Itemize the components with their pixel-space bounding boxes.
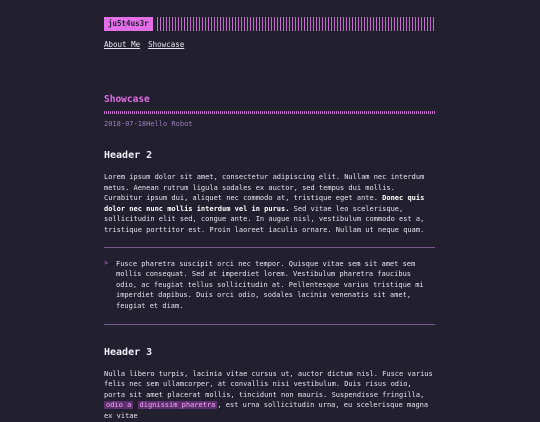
blockquote	[104, 247, 435, 325]
title-dotted-rule	[104, 111, 435, 114]
section1-bold-text: Donec quis dolor nec nunc mollis interdum vel in purus.	[104, 194, 425, 213]
section-heading-header-3: Header 3	[104, 346, 153, 358]
section2-text-end: , est urna sollicitudin urna, eu scelerisque magna ex vitae	[104, 401, 429, 420]
section1-text-end: Sed vitae leo scelerisque, sollicitudin elit sed, congue ante. In augue nisl, vestibulum commodo est a, tristique porttitor est. Proin laoreet iaculis ornare. Nullam ut neque quam.	[104, 204, 425, 234]
blockquote-body	[104, 248, 435, 324]
section1-paragraph	[104, 172, 435, 236]
inline-code-1: odio a	[106, 401, 132, 410]
header-decorative-rule	[157, 17, 435, 31]
post-meta: 2018-07-18Hello Robot	[104, 120, 193, 128]
site-logo[interactable]: ju5t4us3r	[104, 17, 153, 31]
page-container	[104, 16, 435, 422]
section-heading-header-2: Header 2	[104, 150, 153, 161]
post-title: Showcase	[104, 94, 150, 105]
nav-link-about-me[interactable]: About Me	[104, 40, 141, 49]
section1-text-start: Lorem ipsum dolor sit amet, consectetur adipiscing elit. Nullam nec interdum metus. Aenean rutrum ligula sodales ex auctor, sed tempus dui mollis. Curabitur ipsum dui, aliquet nec commodo at, tristique eget ante.	[104, 173, 425, 203]
inline-code-2: dignissim pharetra	[139, 401, 216, 410]
main-nav	[104, 40, 435, 49]
blockquote-text: Fusce pharetra suscipit orci nec tempor. Quisque vitae sem sit amet sem mollis consequat. Sed at imperdiet lorem. Vestibulum pharetra faucibus odio, ac feugiat tellus sollicitudin at. Pellentesque varius tristique mi imperdiet dapibus. Duis orci odio, sodales lacinia venenatis sit amet, feugiat et diam.	[116, 259, 424, 310]
blockquote-bottom-rule	[104, 324, 435, 325]
section2-paragraph	[104, 369, 435, 422]
nav-link-showcase[interactable]: Showcase	[148, 40, 185, 49]
section2-text-start: Nulla libero turpis, lacinia vitae cursus ut, auctor dictum nisl. Fusce varius felis nec sem ullamcorper, at convallis nisi vestibulum. Duis risus odio, porta sit amet placerat mollis, tincidunt non mauris. Suspendisse fringilla,	[104, 369, 433, 399]
site-header	[104, 16, 435, 32]
blockquote-marker-icon: >	[104, 258, 109, 267]
